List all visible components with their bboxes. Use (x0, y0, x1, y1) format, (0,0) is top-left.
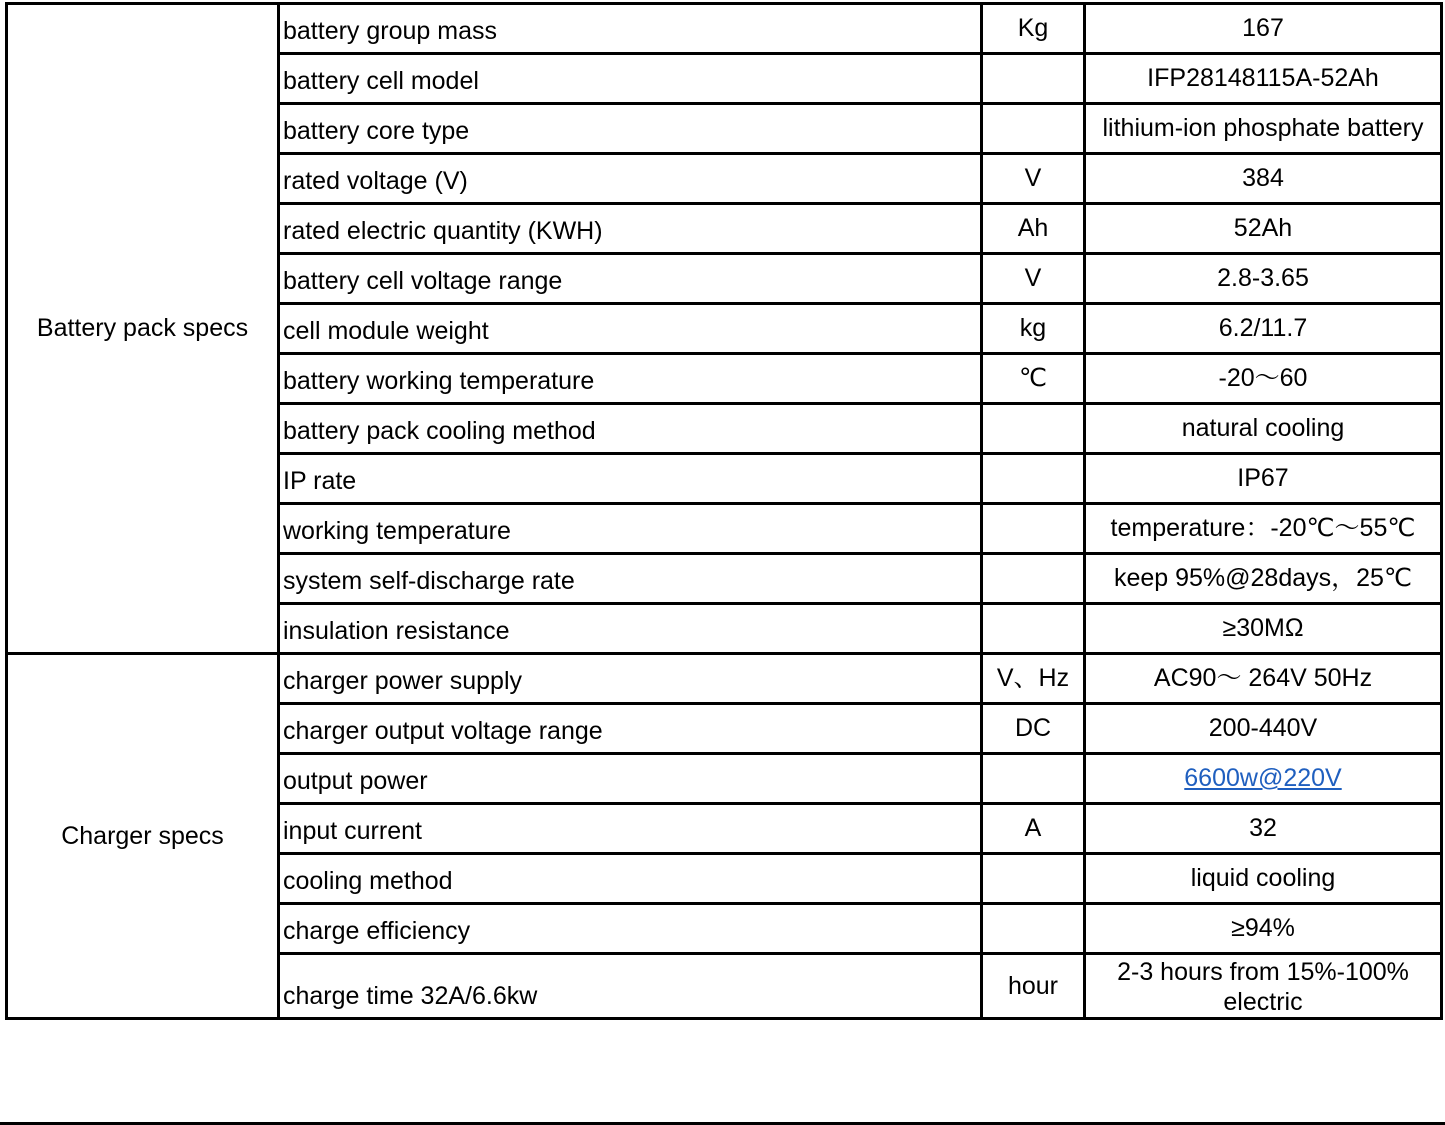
unit-cell: A (982, 804, 1085, 854)
param-label: charge efficiency (279, 904, 982, 954)
unit-cell: hour (982, 954, 1085, 1019)
param-label: input current (279, 804, 982, 854)
value-cell: keep 95%@28days，25℃ (1085, 554, 1442, 604)
value-cell: natural cooling (1085, 404, 1442, 454)
value-cell: IP67 (1085, 454, 1442, 504)
unit-cell (982, 604, 1085, 654)
unit-cell: Kg (982, 4, 1085, 54)
param-label: output power (279, 754, 982, 804)
value-cell: 2-3 hours from 15%-100% electric (1085, 954, 1442, 1019)
value-cell: ≥30MΩ (1085, 604, 1442, 654)
param-label: battery group mass (279, 4, 982, 54)
value-cell: lithium-ion phosphate battery (1085, 104, 1442, 154)
unit-cell: V (982, 254, 1085, 304)
param-label: cell module weight (279, 304, 982, 354)
unit-cell (982, 504, 1085, 554)
param-label: battery pack cooling method (279, 404, 982, 454)
value-cell: 2.8-3.65 (1085, 254, 1442, 304)
param-label: rated electric quantity (KWH) (279, 204, 982, 254)
param-label: charger power supply (279, 654, 982, 704)
unit-cell: DC (982, 704, 1085, 754)
value-cell: IFP28148115A-52Ah (1085, 54, 1442, 104)
table-row (7, 654, 1442, 704)
unit-cell: ℃ (982, 354, 1085, 404)
unit-cell: V (982, 154, 1085, 204)
unit-cell (982, 454, 1085, 504)
value-cell: AC90～ 264V 50Hz (1085, 654, 1442, 704)
unit-cell: V、Hz (982, 654, 1085, 704)
value-cell: ≥94% (1085, 904, 1442, 954)
unit-cell (982, 404, 1085, 454)
param-label: battery core type (279, 104, 982, 154)
param-label: rated voltage (V) (279, 154, 982, 204)
param-label: battery cell model (279, 54, 982, 104)
param-label: battery cell voltage range (279, 254, 982, 304)
param-label: charger output voltage range (279, 704, 982, 754)
value-cell: -20～60 (1085, 354, 1442, 404)
value-cell: 52Ah (1085, 204, 1442, 254)
value-cell: 384 (1085, 154, 1442, 204)
output-power-link[interactable]: 6600w@220V (1184, 764, 1342, 792)
group-label-battery-pack: Battery pack specs (7, 4, 279, 654)
unit-cell (982, 754, 1085, 804)
value-cell: temperature：-20℃～55℃ (1085, 504, 1442, 554)
param-label: cooling method (279, 854, 982, 904)
param-label: insulation resistance (279, 604, 982, 654)
value-cell: 167 (1085, 4, 1442, 54)
spec-table (5, 2, 1443, 1020)
unit-cell (982, 54, 1085, 104)
param-label: working temperature (279, 504, 982, 554)
param-label: IP rate (279, 454, 982, 504)
value-cell (1085, 754, 1442, 804)
unit-cell: Ah (982, 204, 1085, 254)
unit-cell (982, 104, 1085, 154)
unit-cell (982, 854, 1085, 904)
value-cell: 6.2/11.7 (1085, 304, 1442, 354)
group-label-charger: Charger specs (7, 654, 279, 1019)
unit-cell (982, 904, 1085, 954)
value-cell: 200-440V (1085, 704, 1442, 754)
value-cell: liquid cooling (1085, 854, 1442, 904)
unit-cell: kg (982, 304, 1085, 354)
unit-cell (982, 554, 1085, 604)
param-label: charge time 32A/6.6kw (279, 954, 982, 1019)
value-cell: 32 (1085, 804, 1442, 854)
param-label: system self-discharge rate (279, 554, 982, 604)
table-row (7, 4, 1442, 54)
param-label: battery working temperature (279, 354, 982, 404)
